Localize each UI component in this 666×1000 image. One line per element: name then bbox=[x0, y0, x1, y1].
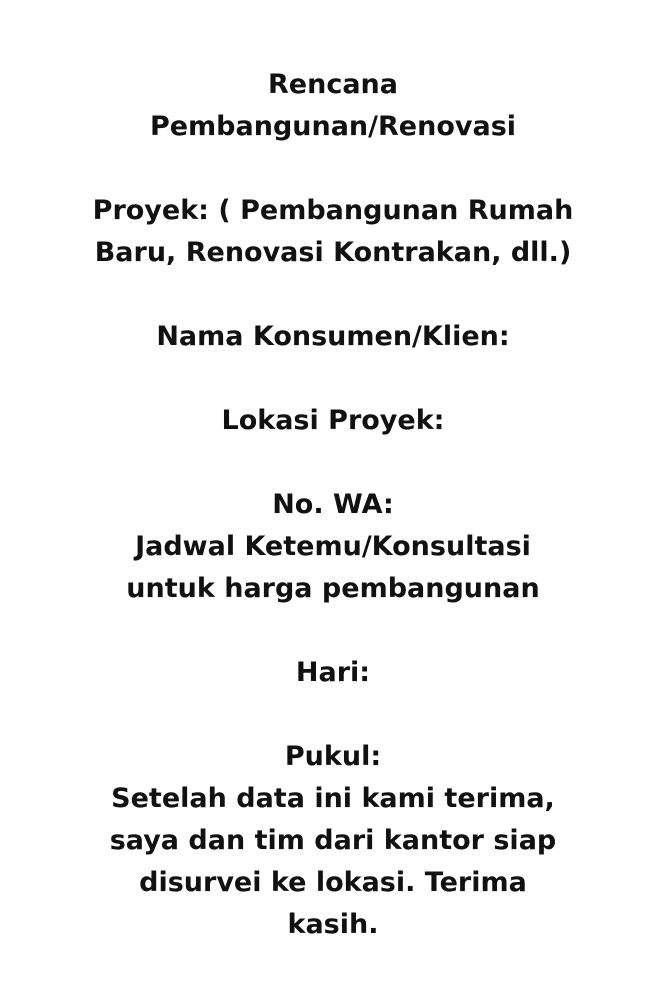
spacer bbox=[0, 274, 666, 316]
title-line-1: Rencana bbox=[268, 69, 398, 100]
spacer bbox=[0, 358, 666, 400]
client-name-label: Nama Konsumen/Klien: bbox=[156, 321, 510, 352]
project-line-2: Baru, Renovasi Kontrakan, dll.) bbox=[94, 237, 572, 268]
spacer bbox=[0, 442, 666, 484]
project-location-label: Lokasi Proyek: bbox=[221, 405, 445, 436]
day-label: Hari: bbox=[295, 657, 371, 688]
form-document bbox=[0, 64, 666, 946]
project-line-1: Proyek: ( Pembangunan Rumah bbox=[92, 195, 574, 226]
time-label: Pukul: bbox=[284, 741, 382, 772]
closing-line-2: saya dan tim dari kantor siap bbox=[109, 825, 557, 856]
closing-line-1: Setelah data ini kami terima, bbox=[111, 783, 555, 814]
spacer bbox=[0, 694, 666, 736]
wa-number-label: No. WA: bbox=[272, 489, 394, 520]
spacer bbox=[0, 148, 666, 190]
title-line-2: Pembangunan/Renovasi bbox=[149, 111, 517, 142]
spacer bbox=[0, 610, 666, 652]
closing-line-4: kasih. bbox=[287, 909, 379, 940]
closing-line-3: disurvei ke lokasi. Terima bbox=[139, 867, 527, 898]
schedule-line-2: untuk harga pembangunan bbox=[126, 573, 540, 604]
schedule-line-1: Jadwal Ketemu/Konsultasi bbox=[135, 531, 531, 562]
